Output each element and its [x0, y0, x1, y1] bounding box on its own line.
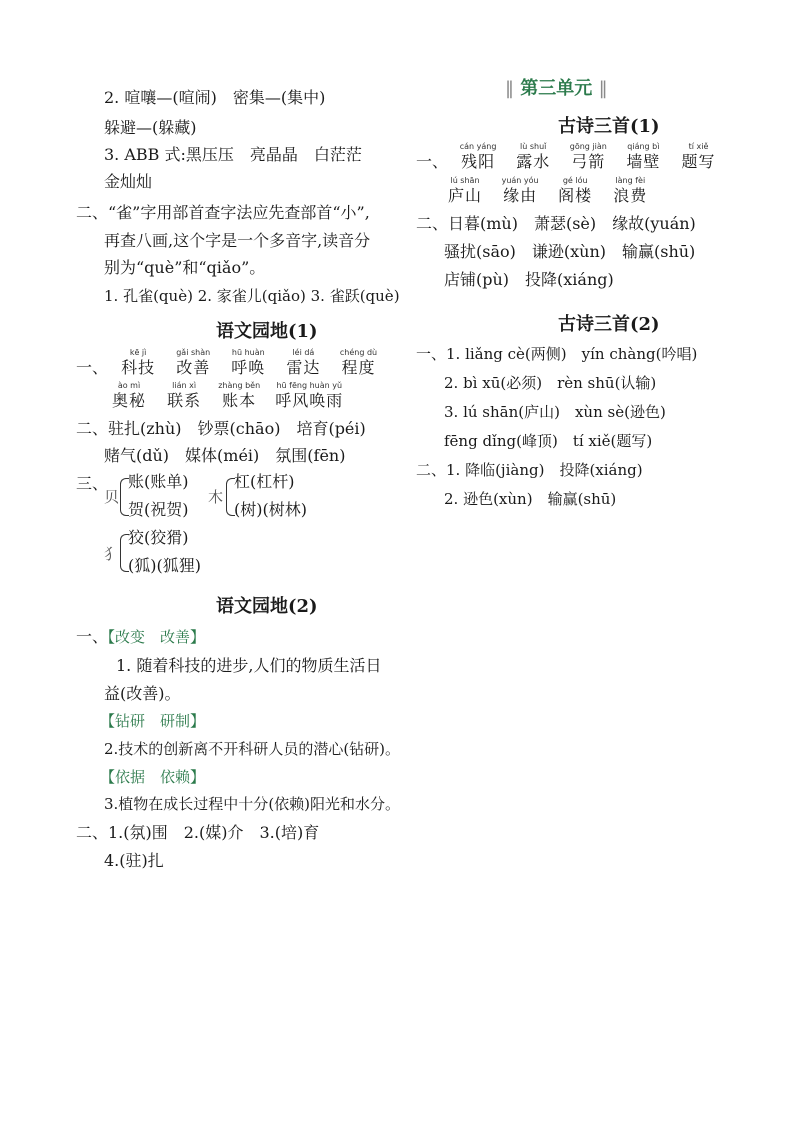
pinyin-word: chéng dù 程度 — [339, 348, 378, 377]
section-title: 古诗三首(2) — [558, 314, 660, 335]
answer-line: 二、1.(氛)围 2.(媒)介 3.(培)育 — [76, 823, 320, 842]
pinyin-word: gǎi shàn 改善 — [176, 348, 211, 377]
answer-line: 1. 随着科技的进步,人们的物质生活日 — [116, 656, 382, 675]
pinyin-word: léi dá 雷达 — [286, 348, 321, 377]
answer-line: 骚扰(sāo) 谦逊(xùn) 输赢(shū) — [444, 242, 696, 261]
unit-title — [505, 74, 608, 100]
section-title: 语文园地(2) — [216, 596, 318, 617]
pinyin-word: tí xiě 题写 — [681, 142, 716, 171]
pinyin-word: hū huàn 呼唤 — [231, 348, 266, 377]
pinyin-row — [440, 176, 655, 206]
answer-line: 1. 孔雀(què) 2. 家雀儿(qiǎo) 3. 雀跃(què) — [104, 287, 400, 305]
answer-line: 别为“què”和“qiǎo”。 — [104, 258, 266, 277]
pinyin-word: lú shān 庐山 — [447, 176, 482, 205]
question-number: 三、 — [76, 474, 109, 493]
answer-line: 杠(杠杆) — [234, 472, 295, 491]
answer-line: 3.植物在成长过程中十分(依赖)阳光和水分。 — [104, 795, 401, 813]
answer-line: 2.技术的创新离不开科研人员的潜心(钻研)。 — [104, 740, 401, 758]
pinyin-word: hū fēng huàn yǔ 呼风唤雨 — [275, 381, 344, 410]
answer-line: 2. 逊色(xùn) 输赢(shū) — [444, 490, 617, 508]
radical-mu: 木 — [208, 488, 224, 506]
pinyin-word: zhàng běn 账本 — [218, 381, 261, 410]
answer-line: 赌气(dǔ) 媒体(méi) 氛围(fēn) — [104, 446, 346, 465]
answer-line: 金灿灿 — [104, 172, 153, 191]
pinyin-row — [104, 381, 349, 411]
answer-line: 二、1. 降临(jiàng) 投降(xiáng) — [416, 461, 643, 479]
word-tag: 【钻研 研制】 — [100, 712, 206, 730]
question-number: 一、 — [76, 358, 109, 377]
answer-line: 狡(狡猾) — [128, 528, 189, 547]
answer-line: 3. lú shān(庐山) xùn sè(逊色) — [444, 403, 666, 421]
pinyin-word: qiáng bì 墙壁 — [626, 142, 661, 171]
answer-line: (树)(树林) — [234, 500, 307, 519]
pinyin-word: kē jì 科技 — [121, 348, 156, 377]
pinyin-row — [76, 348, 383, 378]
answer-line: 再查八画,这个字是一个多音字,读音分 — [104, 231, 371, 250]
word-tag: 【依据 依赖】 — [100, 768, 206, 786]
answer-line: 躲避—(躲藏) — [104, 118, 197, 137]
radical-quan: 犭 — [104, 545, 120, 563]
unit-bar-right: ‖ — [598, 78, 608, 99]
answer-line: 2. bì xū(必须) rèn shū(认输) — [444, 374, 657, 392]
answer-line: fēng dǐng(峰顶) tí xiě(题写) — [444, 432, 653, 450]
answer-line: 3. ABB 式:黑压压 亮晶晶 白茫茫 — [104, 145, 362, 164]
unit-bar-left: ‖ — [505, 78, 514, 99]
pinyin-word: gōng jiàn 弓箭 — [569, 142, 607, 171]
answer-line: 二、日暮(mù) 萧瑟(sè) 缘故(yuán) — [416, 214, 696, 233]
answer-line: 二、“雀”字用部首查字法应先查部首“小”, — [76, 203, 370, 222]
pinyin-word: lù shuǐ 露水 — [516, 142, 551, 171]
answer-line: 益(改善)。 — [104, 684, 181, 703]
word-tag: 【改变 改善】 — [100, 628, 206, 646]
pinyin-row — [416, 142, 723, 172]
pinyin-word: lián xì 联系 — [167, 381, 202, 410]
answer-line: 2. 喧嚷—(喧闹) 密集—(集中) — [104, 88, 326, 107]
pinyin-word: làng fèi 浪费 — [613, 176, 648, 205]
radical-bei: 贝 — [104, 488, 120, 506]
answer-line: 4.(驻)扎 — [104, 851, 164, 870]
answer-line: 贺(祝贺) — [128, 500, 189, 519]
question-number: 一、 — [76, 627, 109, 646]
pinyin-word: cán yáng 残阳 — [459, 142, 497, 171]
pinyin-word: yuán yóu 缘由 — [501, 176, 539, 205]
section-title: 古诗三首(1) — [558, 116, 660, 137]
answer-line: 店铺(pù) 投降(xiáng) — [444, 270, 614, 289]
answer-line: (狐)(狐狸) — [128, 556, 201, 575]
pinyin-word: gé lóu 阁楼 — [558, 176, 593, 205]
pinyin-word: ào mì 奥秘 — [111, 381, 146, 410]
section-title: 语文园地(1) — [216, 321, 318, 342]
answer-line: 二、驻扎(zhù) 钞票(chāo) 培育(péi) — [76, 419, 366, 438]
question-number: 一、 — [416, 152, 449, 171]
unit-title-text: 第三单元 — [520, 78, 593, 99]
answer-line: 一、1. liǎng cè(两侧) yín chàng(吟唱) — [416, 345, 698, 363]
answer-line: 账(账单) — [128, 472, 189, 491]
